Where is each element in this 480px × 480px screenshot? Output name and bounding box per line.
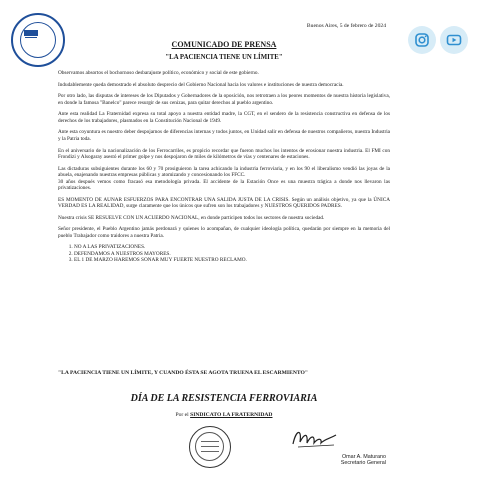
emphasis-caps: ES MOMENTO DE AUNAR ESFUERZOS PARA ENCONTRAR UNA SALIDA JUSTA DE LA CRISIS. [58,196,290,203]
fraternidad-emblem-logo [11,13,65,67]
signer-role: Secretario General [340,460,386,467]
demands-list [74,244,390,263]
paragraph [58,197,390,210]
text-run: , en donde participen todos los sectores de nuestra sociedad. [198,214,325,221]
paragraph: Ante esta realidad La Fraternidad expresa su total apoyo a nuestra entidad madre, la CGT, en el sendero de la resistencia constructiva en defensa de los derechos de los trabajadores, plasmados en la Constitución Nacional de 1949. [58,111,390,124]
list-item: 2. DEFENDAMOS A NUESTROS MAYORES. [74,251,390,257]
paragraph: En el aniversario de la nacionalización de los Ferrocarriles, es propicio recordar que fueron muchos los intentos de erosionar nuestra industria. El FMI con Frondizi y Alsogaray asestó el primer golpe y nos despojaron de miles de kilómetros de vías y centenares de estaciones. [58,147,390,161]
signer-name: Omar A. Maturano [341,454,386,460]
paragraph: Las dictaduras subsiguientes durante los 60 y 70 prosiguieron la tarea achicando la industria ferroviaria, y en los 90 el liberalismo vendió las joyas de la abuela, enajenando nuestras empresas públicas y atomizando y concesionando los FFCC. [58,165,390,179]
emblem-rail-mark [25,37,37,42]
emphasis-caps: ÚNICA VERDAD ES LA REALIDAD [58,196,390,210]
signer-block [58,454,386,467]
list-item: 3. EL 1 DE MARZO HAREMOS SONAR MUY FUERTE NUESTRO RECLAMO. [74,257,390,263]
document-title: COMUNICADO DE PRENSA [171,40,277,49]
paragraph: 30 años después vemos como fracasó esa metodología privada. El accidente de la Estación Once es una muestra trágica a donde nos llevaron las privatizaciones. [58,178,390,192]
emphasis-caps: NUESTROS QUERIDOS PADRES. [264,203,342,210]
paragraph: Señor presidente, el Pueblo Argentino jamás perdonará y quienes lo acompañan, de cualquier ideología política, quedarán por siempre en la memoria del pueblo Trabajador como traidores a nuestra Patria. [58,226,390,239]
youtube-button[interactable] [440,26,468,54]
document-subtitle: "LA PACIENCIA TIENE UN LÍMITE" [165,54,283,61]
union-name: SINDICATO LA FRATERNIDAD [190,412,273,418]
stamp-line [201,451,219,452]
paragraph: Por otro lado, las disputas de intereses de los Diputados y Gobernadores de la oposición, nos retrotraen a los peores momentos de nuestra historia legislativa, en donde la famosa "Banelco" parece resurgir de sus cenizas, para quitar derechos al pueblo argentino. [58,93,390,106]
paragraph: Indudablemente queda demostrado el absoluto desprecio del Gobierno Nacional hacia los valores e instituciones de nuestra democracia. [58,81,344,88]
signed-by-line [58,412,390,418]
handwritten-signature [290,426,340,452]
document-body [58,70,390,269]
text-run: , surge claramente que los únicos que sufren son los trabajadores y [123,203,265,210]
paragraph [58,215,390,221]
youtube-icon [446,32,462,48]
emblem-locomotive-mark [24,30,38,36]
text-run: Nuestra crisis [58,214,89,221]
stamp-line [201,446,219,447]
resistance-day-heading: DÍA DE LA RESISTENCIA FERROVIARIA [130,393,318,404]
instagram-button[interactable] [408,26,436,54]
stamp-line [201,441,219,442]
press-release-document [58,0,390,480]
text-run: Por el [175,412,191,418]
instagram-icon [414,32,430,48]
list-item: 1. NO A LAS PRIVATIZACIONES. [74,244,390,250]
paragraph: Observamos absortos el bochornoso desbarajuste político, económico y social de este gobierno. [58,70,259,76]
emphasis-caps: SE RESUELVE CON UN ACUERDO NACIONAL [88,214,199,221]
paragraph: Ante esta coyuntura es nuestro deber despojarnos de diferencias internas y todos juntos, en Unidad salir en defensa de nuestros compañeros, nuestra Industria y la Patria toda. [58,129,390,142]
closing-quote: "LA PACIENCIA TIENE UN LÍMITE, Y CUANDO ÉSTA SE AGOTA TRUENA EL ESCARMIENTO" [58,370,308,376]
text-run: Según un análisis objetivo, ya que la [289,196,374,203]
document-date: Buenos Aires, 5 de febrero de 2024 [306,23,386,29]
